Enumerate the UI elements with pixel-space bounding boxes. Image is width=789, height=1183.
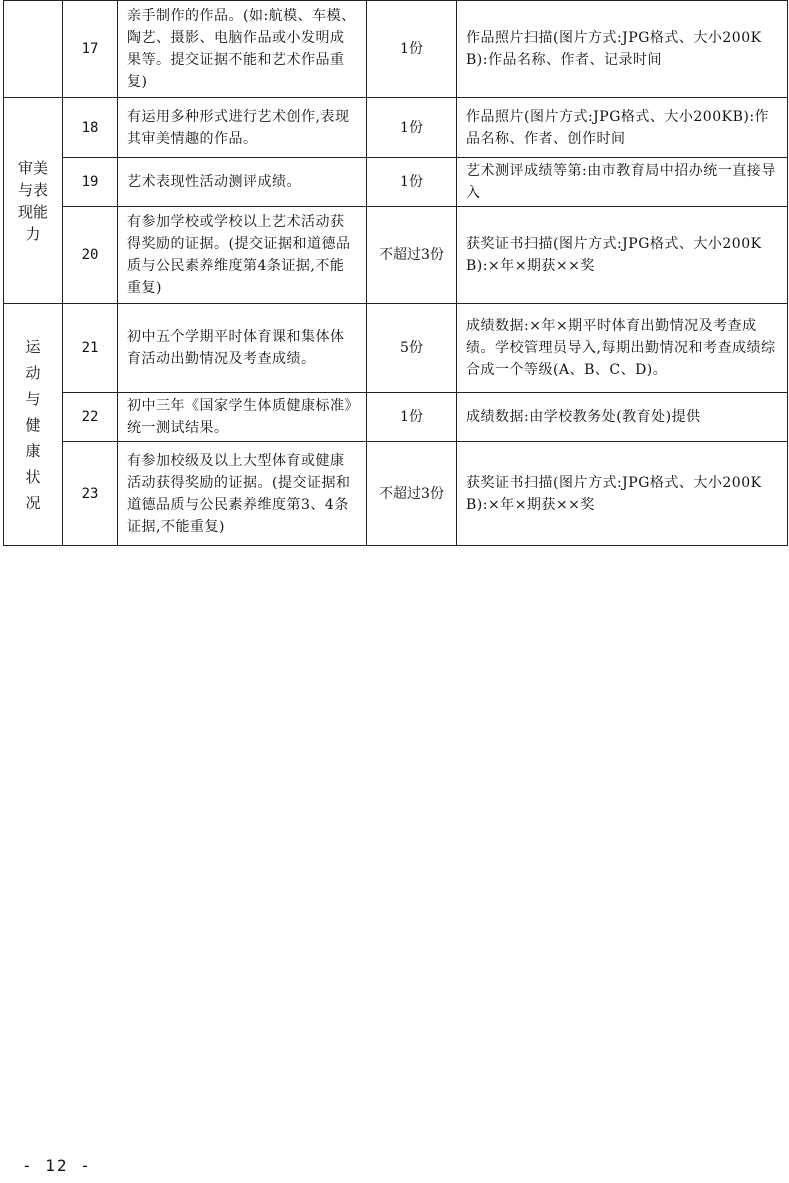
evidence-count: 不超过3份	[367, 207, 457, 304]
evidence-material: 作品照片(图片方式:JPG格式、大小200KB):作品名称、作者、创作时间	[457, 98, 788, 158]
table-row	[4, 442, 788, 546]
evidence-description: 有运用多种形式进行艺术创作,表现其审美情趣的作品。	[118, 98, 367, 158]
evidence-material: 获奖证书扫描(图片方式:JPG格式、大小200KB):×年×期获××奖	[457, 207, 788, 304]
evidence-description: 初中五个学期平时体育课和集体体育活动出勤情况及考查成绩。	[118, 304, 367, 393]
category-sports: 运动与健康状况	[4, 304, 63, 546]
table-row	[4, 98, 788, 158]
category-aesthetic: 审美与表现能力	[4, 98, 63, 304]
evidence-material: 作品照片扫描(图片方式:JPG格式、大小200KB):作品名称、作者、记录时间	[457, 1, 788, 98]
table-row	[4, 158, 788, 207]
evidence-description: 初中三年《国家学生体质健康标准》统一测试结果。	[118, 393, 367, 442]
evidence-description: 艺术表现性活动测评成绩。	[118, 158, 367, 207]
table-row	[4, 1, 788, 98]
table-row	[4, 393, 788, 442]
evidence-description: 有参加学校或学校以上艺术活动获得奖励的证据。(提交证据和道德品质与公民素养维度第4条证据,不能重复)	[118, 207, 367, 304]
row-number: 23	[63, 442, 118, 546]
evidence-material: 成绩数据:×年×期平时体育出勤情况及考查成绩。学校管理员导入,每期出勤情况和考查成绩综合成一个等级(A、B、C、D)。	[457, 304, 788, 393]
row-number: 20	[63, 207, 118, 304]
evidence-count: 1份	[367, 98, 457, 158]
evidence-count: 不超过3份	[367, 442, 457, 546]
row-number: 22	[63, 393, 118, 442]
evidence-description: 亲手制作的作品。(如:航模、车模、陶艺、摄影、电脑作品或小发明成果等。提交证据不能和艺术作品重复)	[118, 1, 367, 98]
evidence-material: 成绩数据:由学校教务处(教育处)提供	[457, 393, 788, 442]
table-row	[4, 207, 788, 304]
evidence-count: 1份	[367, 1, 457, 98]
row-number: 17	[63, 1, 118, 98]
evidence-count: 5份	[367, 304, 457, 393]
evidence-material: 获奖证书扫描(图片方式:JPG格式、大小200KB):×年×期获××奖	[457, 442, 788, 546]
row-number: 21	[63, 304, 118, 393]
page-number: - 12 -	[22, 1156, 92, 1175]
table-row	[4, 304, 788, 393]
evidence-material: 艺术测评成绩等第:由市教育局中招办统一直接导入	[457, 158, 788, 207]
evidence-count: 1份	[367, 393, 457, 442]
evidence-description: 有参加校级及以上大型体育或健康活动获得奖励的证据。(提交证据和道德品质与公民素养维度第3、4条证据,不能重复)	[118, 442, 367, 546]
category-cell-empty	[4, 1, 63, 98]
evidence-table	[3, 0, 788, 546]
row-number: 18	[63, 98, 118, 158]
row-number: 19	[63, 158, 118, 207]
evidence-count: 1份	[367, 158, 457, 207]
